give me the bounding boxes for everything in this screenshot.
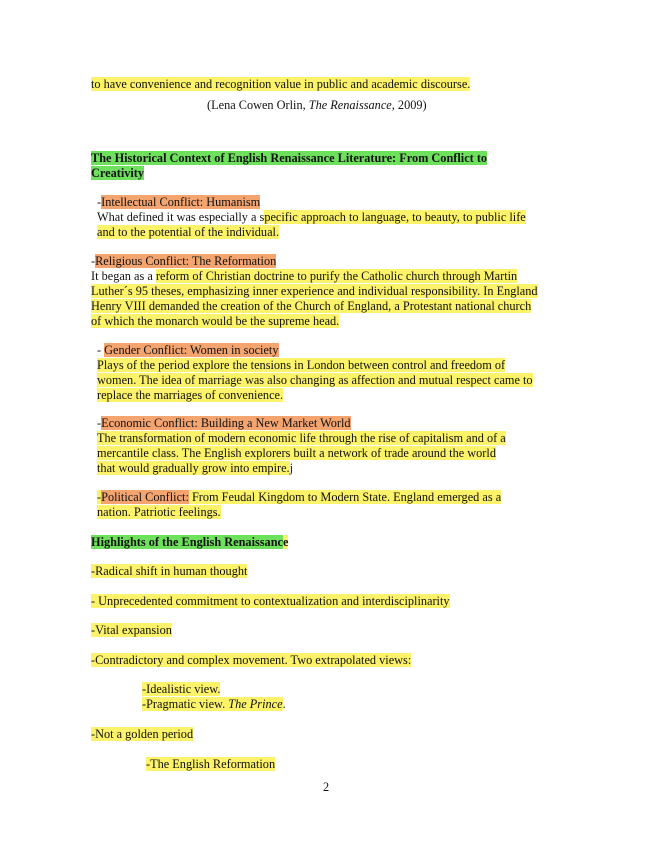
intro-line: to have convenience and recognition value in public and academic discourse. bbox=[91, 77, 471, 91]
religious-text-line2: Luther´s 95 theses, emphasizing inner experience and individual responsibility. In England bbox=[91, 284, 538, 298]
economic-text-line1: The transformation of modern economic life through the rise of capitalism and of a bbox=[97, 431, 506, 445]
section2-heading: Highlights of the English Renaissance bbox=[91, 535, 289, 549]
highlight-item: -Radical shift in human thought bbox=[91, 564, 248, 578]
intellectual-text-line1: What defined it was especially a specific approach to language, to beauty, to public life bbox=[97, 210, 526, 224]
citation: (Lena Cowen Orlin, The Renaissance, 2009) bbox=[207, 98, 427, 112]
intellectual-conflict-label: -Intellectual Conflict: Humanism bbox=[97, 195, 261, 209]
citation-title: The Renaissance bbox=[308, 98, 392, 112]
political-conflict-line1: -Political Conflict: From Feudal Kingdom to Modern State. England emerged as a bbox=[97, 490, 502, 504]
religious-text-line4: of which the monarch would be the supreme head. bbox=[91, 314, 340, 328]
intellectual-text-line2: and to the potential of the individual. bbox=[97, 225, 280, 239]
economic-text-line2: mercantile class. The English explorers built a network of trade around the world bbox=[97, 446, 496, 460]
religious-conflict-label: -Religious Conflict: The Reformation bbox=[91, 254, 277, 268]
highlight-item: -Vital expansion bbox=[91, 623, 172, 637]
highlight-item: -Contradictory and complex movement. Two extrapolated views: bbox=[91, 653, 412, 667]
page-number: 2 bbox=[323, 780, 330, 794]
idealistic-view: -Idealistic view. bbox=[142, 682, 221, 696]
religious-text-line1: It began as a reform of Christian doctrine to purify the Catholic church through Martin bbox=[91, 269, 518, 283]
economic-conflict-label: -Economic Conflict: Building a New Market World bbox=[97, 416, 351, 430]
english-reformation: -The English Reformation bbox=[146, 757, 276, 771]
not-golden-period: -Not a golden period bbox=[91, 727, 194, 741]
section1-heading-line1: The Historical Context of English Renaissance Literature: From Conflict to bbox=[91, 151, 488, 165]
economic-text-line3: that would gradually grow into empire.j bbox=[97, 461, 294, 475]
section1-heading-line2: Creativity bbox=[91, 166, 145, 180]
highlight-item: - Unprecedented commitment to contextualization and interdisciplinarity bbox=[91, 594, 450, 608]
gender-text-line2: women. The idea of marriage was also changing as affection and mutual respect came to bbox=[97, 373, 533, 387]
political-text-line2: nation. Patriotic feelings. bbox=[97, 505, 221, 519]
gender-text-line1: Plays of the period explore the tensions in London between control and freedom of bbox=[97, 358, 506, 372]
gender-text-line3: replace the marriages of convenience. bbox=[97, 388, 284, 402]
the-prince-title: The Prince bbox=[228, 697, 283, 711]
religious-text-line3: Henry VIII demanded the creation of the Church of England, a Protestant national church bbox=[91, 299, 532, 313]
gender-conflict-label: - Gender Conflict: Women in society bbox=[97, 343, 279, 357]
pragmatic-view: -Pragmatic view. The Prince. bbox=[142, 697, 286, 711]
